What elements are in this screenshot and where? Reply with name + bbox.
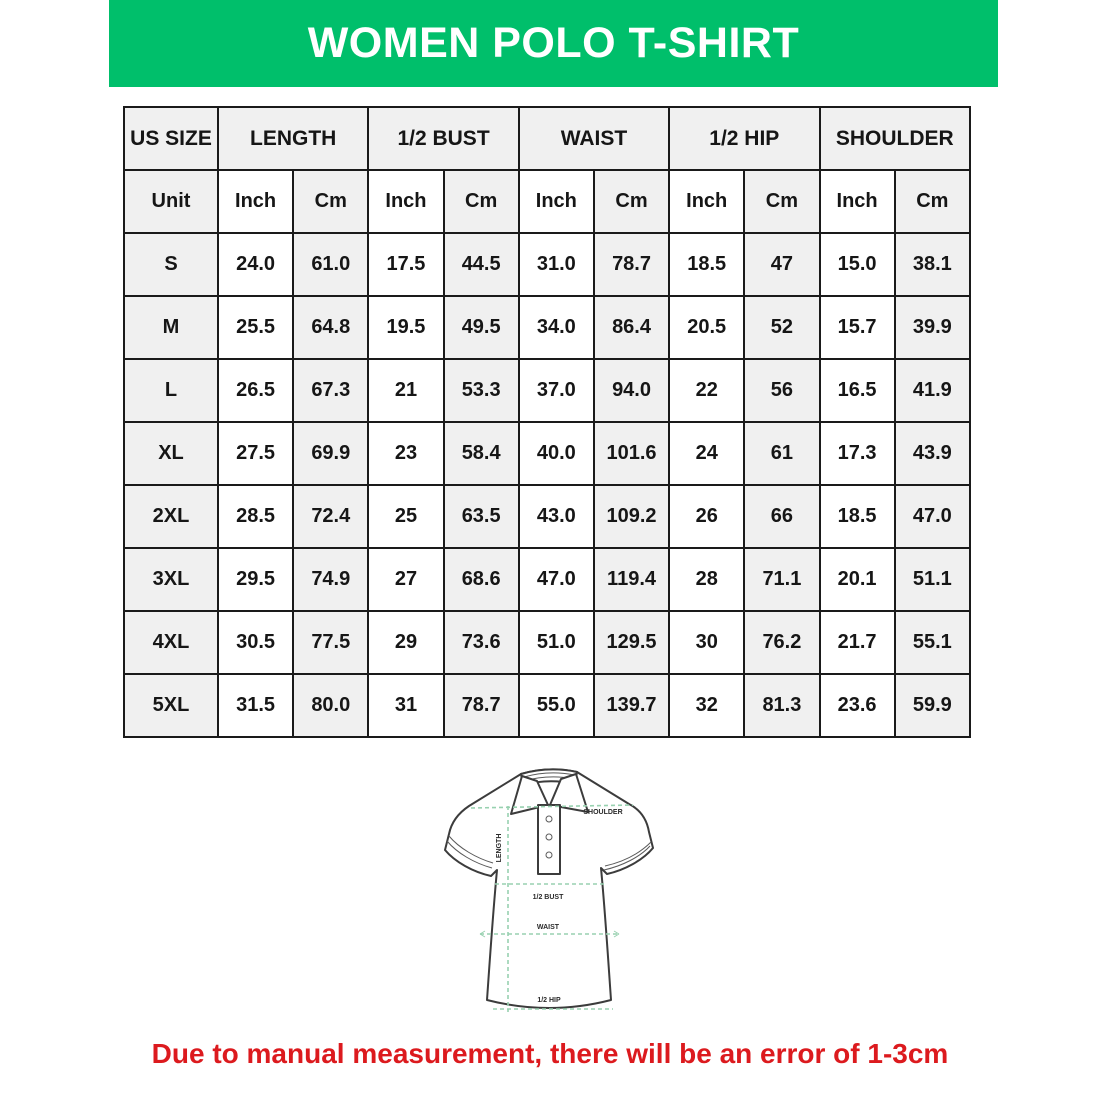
value-cell: 86.4 — [594, 296, 669, 359]
table-row — [124, 485, 970, 548]
polo-shirt-measurement-diagram — [435, 762, 663, 1026]
value-cell: 19.5 — [368, 296, 443, 359]
value-cell: 43.0 — [519, 485, 594, 548]
header-length: LENGTH — [218, 107, 368, 170]
value-cell: 18.5 — [820, 485, 895, 548]
value-cell: 23.6 — [820, 674, 895, 737]
value-cell: 71.1 — [744, 548, 819, 611]
value-cell: 94.0 — [594, 359, 669, 422]
size-table-body — [124, 233, 970, 737]
unit-cell: Cm — [895, 170, 970, 233]
waist-label: WAIST — [536, 924, 560, 931]
size-cell: 2XL — [124, 485, 218, 548]
value-cell: 51.0 — [519, 611, 594, 674]
polo-shirt-svg — [435, 762, 663, 1026]
value-cell: 55.0 — [519, 674, 594, 737]
value-cell: 20.5 — [669, 296, 744, 359]
size-cell: 4XL — [124, 611, 218, 674]
value-cell: 24 — [669, 422, 744, 485]
title-banner — [109, 0, 998, 87]
value-cell: 25.5 — [218, 296, 293, 359]
hip-label: 1/2 HIP — [537, 997, 561, 1004]
unit-cell: Inch — [519, 170, 594, 233]
value-cell: 78.7 — [594, 233, 669, 296]
group-header-row — [124, 107, 970, 170]
bust-label: 1/2 BUST — [532, 894, 564, 901]
value-cell: 139.7 — [594, 674, 669, 737]
value-cell: 25 — [368, 485, 443, 548]
value-cell: 17.3 — [820, 422, 895, 485]
size-cell: L — [124, 359, 218, 422]
unit-cell: Unit — [124, 170, 218, 233]
table-row — [124, 296, 970, 359]
value-cell: 15.0 — [820, 233, 895, 296]
value-cell: 64.8 — [293, 296, 368, 359]
value-cell: 43.9 — [895, 422, 970, 485]
value-cell: 72.4 — [293, 485, 368, 548]
value-cell: 119.4 — [594, 548, 669, 611]
table-row — [124, 674, 970, 737]
table-row — [124, 548, 970, 611]
table-row — [124, 359, 970, 422]
value-cell: 31 — [368, 674, 443, 737]
unit-header-row — [124, 170, 970, 233]
value-cell: 23 — [368, 422, 443, 485]
value-cell: 21.7 — [820, 611, 895, 674]
value-cell: 15.7 — [820, 296, 895, 359]
unit-cell: Inch — [669, 170, 744, 233]
value-cell: 41.9 — [895, 359, 970, 422]
unit-cell: Cm — [444, 170, 519, 233]
value-cell: 58.4 — [444, 422, 519, 485]
unit-cell: Inch — [820, 170, 895, 233]
value-cell: 22 — [669, 359, 744, 422]
value-cell: 69.9 — [293, 422, 368, 485]
value-cell: 47.0 — [519, 548, 594, 611]
value-cell: 109.2 — [594, 485, 669, 548]
value-cell: 26 — [669, 485, 744, 548]
unit-cell: Inch — [218, 170, 293, 233]
value-cell: 20.1 — [820, 548, 895, 611]
value-cell: 21 — [368, 359, 443, 422]
value-cell: 27 — [368, 548, 443, 611]
value-cell: 32 — [669, 674, 744, 737]
size-cell: 5XL — [124, 674, 218, 737]
value-cell: 55.1 — [895, 611, 970, 674]
value-cell: 29.5 — [218, 548, 293, 611]
value-cell: 44.5 — [444, 233, 519, 296]
value-cell: 56 — [744, 359, 819, 422]
value-cell: 61 — [744, 422, 819, 485]
value-cell: 27.5 — [218, 422, 293, 485]
value-cell: 30.5 — [218, 611, 293, 674]
size-cell: S — [124, 233, 218, 296]
size-chart-table — [123, 106, 971, 738]
table-row — [124, 422, 970, 485]
value-cell: 30 — [669, 611, 744, 674]
value-cell: 16.5 — [820, 359, 895, 422]
size-cell: M — [124, 296, 218, 359]
value-cell: 78.7 — [444, 674, 519, 737]
value-cell: 31.0 — [519, 233, 594, 296]
value-cell: 49.5 — [444, 296, 519, 359]
value-cell: 81.3 — [744, 674, 819, 737]
value-cell: 26.5 — [218, 359, 293, 422]
header-half-hip: 1/2 HIP — [669, 107, 819, 170]
value-cell: 77.5 — [293, 611, 368, 674]
value-cell: 129.5 — [594, 611, 669, 674]
unit-cell: Inch — [368, 170, 443, 233]
header-shoulder: SHOULDER — [820, 107, 971, 170]
value-cell: 24.0 — [218, 233, 293, 296]
value-cell: 47 — [744, 233, 819, 296]
value-cell: 28 — [669, 548, 744, 611]
value-cell: 80.0 — [293, 674, 368, 737]
value-cell: 66 — [744, 485, 819, 548]
value-cell: 51.1 — [895, 548, 970, 611]
unit-cell: Cm — [594, 170, 669, 233]
value-cell: 29 — [368, 611, 443, 674]
value-cell: 59.9 — [895, 674, 970, 737]
value-cell: 67.3 — [293, 359, 368, 422]
value-cell: 76.2 — [744, 611, 819, 674]
unit-cell: Cm — [744, 170, 819, 233]
value-cell: 101.6 — [594, 422, 669, 485]
table-row — [124, 611, 970, 674]
header-us-size: US SIZE — [124, 107, 218, 170]
measurement-error-note: Due to manual measurement, there will be an error of 1-3cm — [151, 1038, 949, 1069]
value-cell: 74.9 — [293, 548, 368, 611]
value-cell: 47.0 — [895, 485, 970, 548]
value-cell: 61.0 — [293, 233, 368, 296]
value-cell: 39.9 — [895, 296, 970, 359]
value-cell: 63.5 — [444, 485, 519, 548]
value-cell: 28.5 — [218, 485, 293, 548]
value-cell: 53.3 — [444, 359, 519, 422]
value-cell: 40.0 — [519, 422, 594, 485]
value-cell: 31.5 — [218, 674, 293, 737]
value-cell: 37.0 — [519, 359, 594, 422]
header-half-bust: 1/2 BUST — [368, 107, 518, 170]
page-title: WOMEN POLO T-SHIRT — [307, 19, 800, 67]
value-cell: 17.5 — [368, 233, 443, 296]
value-cell: 68.6 — [444, 548, 519, 611]
value-cell: 38.1 — [895, 233, 970, 296]
table-row — [124, 233, 970, 296]
value-cell: 52 — [744, 296, 819, 359]
header-waist: WAIST — [519, 107, 669, 170]
size-cell: XL — [124, 422, 218, 485]
unit-cell: Cm — [293, 170, 368, 233]
value-cell: 34.0 — [519, 296, 594, 359]
size-cell: 3XL — [124, 548, 218, 611]
value-cell: 18.5 — [669, 233, 744, 296]
length-label: LENGTH — [496, 833, 503, 863]
value-cell: 73.6 — [444, 611, 519, 674]
shoulder-label: SHOULDER — [583, 809, 623, 816]
